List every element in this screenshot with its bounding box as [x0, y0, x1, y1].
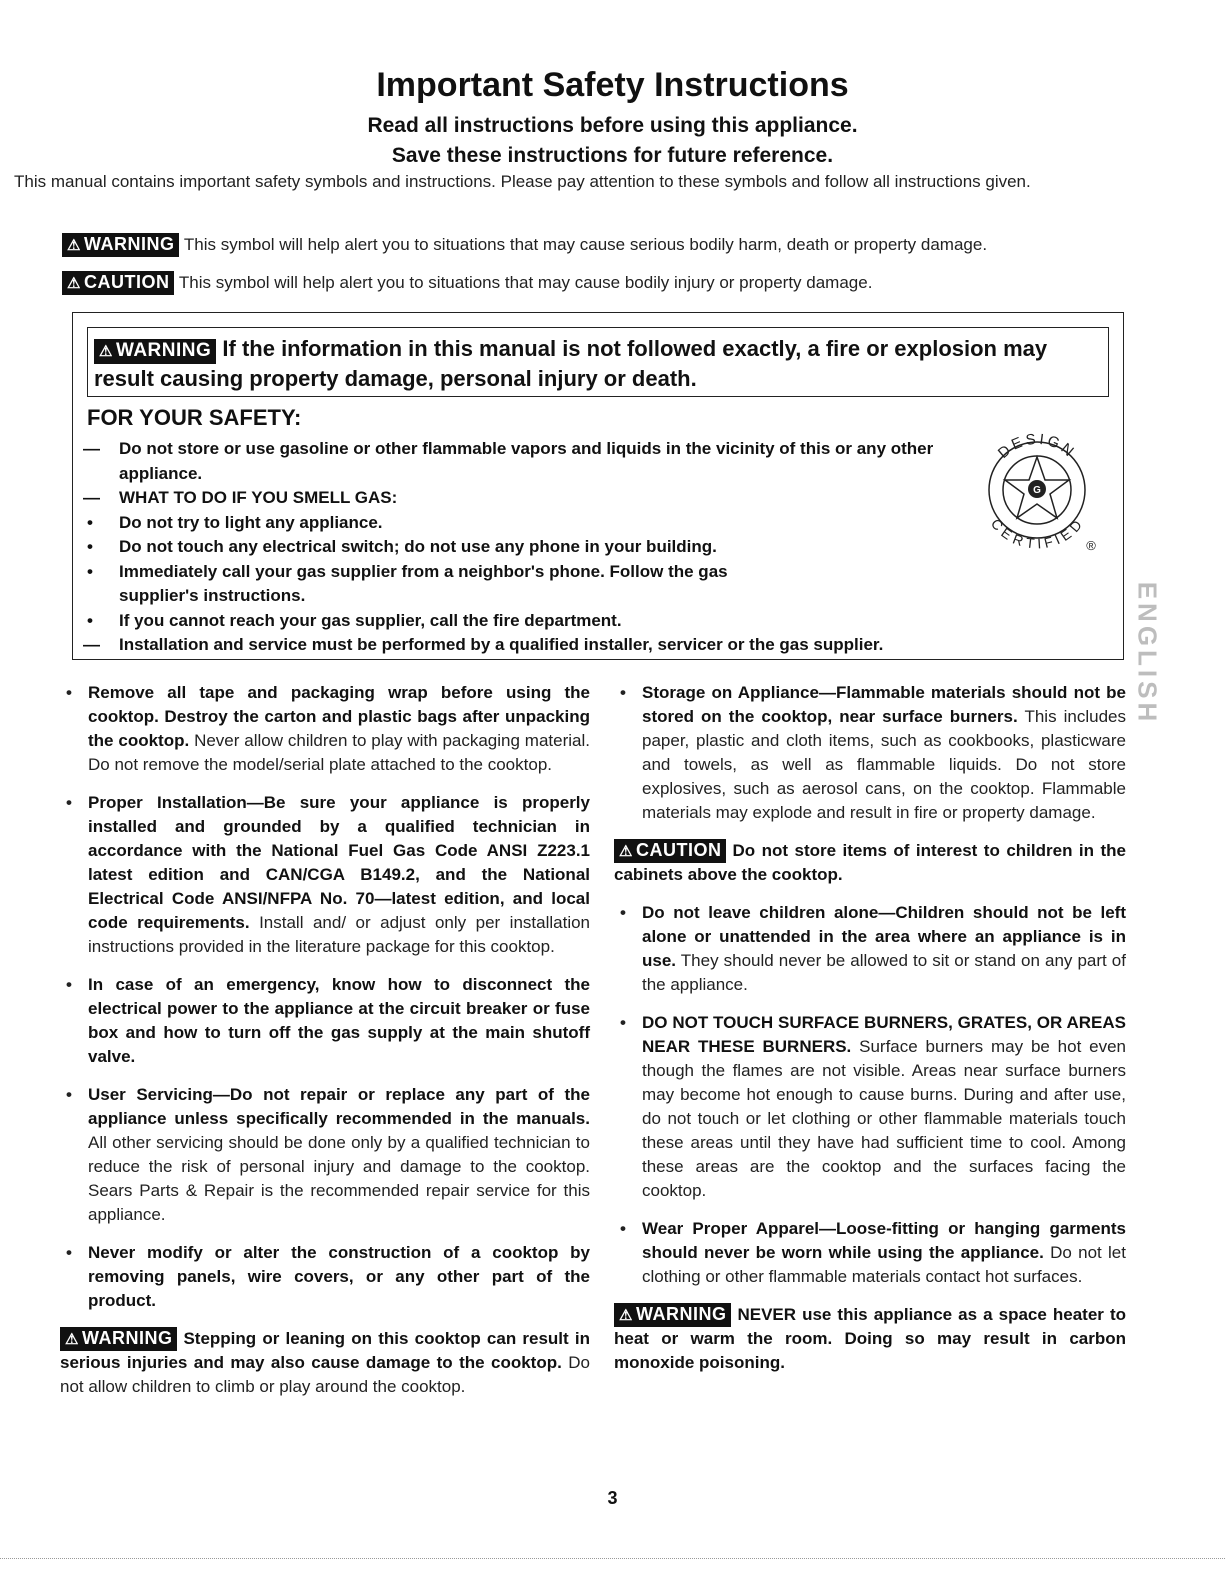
warning-badge: ⚠ WARNING	[614, 1303, 731, 1327]
for-your-safety-list	[83, 437, 963, 658]
list-item: • Wear Proper Apparel—Loose-fitting or hanging garments should never be worn while using the appliance. Do not let clothing or other flammable materials contact hot surfaces.	[620, 1219, 1126, 1286]
list-item: — WHAT TO DO IF YOU SMELL GAS:	[83, 488, 398, 507]
warning-triangle-icon: ⚠	[619, 843, 633, 860]
warning-triangle-icon: ⚠	[619, 1307, 633, 1324]
gas-safety-box	[72, 312, 1124, 660]
list-item: • Proper Installation—Be sure your appliance is properly installed and grounded by a qualified technician in accordance with the National Fuel Gas Code ANSI Z223.1 latest edition and CAN/CGA B149.2, and the National Electrical Code ANSI/NFPA No. 70—latest edition, and local code requirements. Install and/ or adjust only per installation instructions provided in the literature package for this cooktop.	[66, 793, 591, 956]
list-item: • If you cannot reach your gas supplier, call the fire department.	[87, 610, 622, 630]
warning-badge: ⚠ WARNING	[60, 1327, 177, 1351]
warning-triangle-icon: ⚠	[67, 237, 81, 254]
subtitle-save-instructions: Save these instructions for future reference.	[391, 144, 834, 167]
list-item: — Installation and service must be performed by a qualified installer, servicer or the gas supplier.	[83, 635, 884, 654]
list-item: • Storage on Appliance—Flammable materials should not be stored on the cooktop, near surface burners. This includes paper, plastic and cloth items, such as cookbooks, plasticware and towels, as well as flammable liquids. Do not store explosives, such as aerosol cans, on the cooktop. Flammable materials may explode and result in fire or property damage.	[620, 683, 1126, 822]
subtitle-read-instructions: Read all instructions before using this appliance.	[367, 114, 858, 137]
list-item: • Do not try to light any appliance.	[87, 512, 383, 532]
list-item: • Never modify or alter the construction of a cooktop by removing panels, wire covers, or any other part of the product.	[66, 1243, 590, 1310]
warning-symbol-explanation	[62, 233, 1162, 257]
right-column	[614, 681, 1126, 1389]
fire-explosion-warning-text: If the information in this manual is not followed exactly, a fire or explosion may result causing property damage, personal injury or death.	[94, 336, 1048, 391]
list-item: • Remove all tape and packaging wrap before using the cooktop. Destroy the carton and plastic bags after unpacking the cooktop. Never allow children to play with packaging material. Do not remove the model/serial plate attached to the cooktop.	[66, 683, 590, 774]
caution-badge: ⚠ CAUTION	[62, 271, 174, 295]
logo-top-text: DESIGN	[994, 430, 1080, 462]
warning-symbol-text: This symbol will help alert you to situations that may cause serious bodily harm, death or property damage.	[183, 235, 988, 254]
logo-bottom-text: CERTIFIED	[987, 515, 1087, 552]
list-item: • Do not touch any electrical switch; do not use any phone in your building.	[87, 537, 717, 556]
registered-mark: ®	[1086, 538, 1096, 552]
space-heater-warning-notice: ⚠ WARNING NEVER use this appliance as a space heater to heat or warm the room. Doing so may result in carbon monoxide poisoning.	[614, 1304, 1126, 1372]
for-your-safety-heading: FOR YOUR SAFETY:	[87, 405, 302, 430]
intro-paragraph: This manual contains important safety symbols and instructions. Please pay attention to these symbols and follow all instructions given.	[14, 172, 1031, 191]
list-item: — Do not store or use gasoline or other flammable vapors and liquids in the vicinity of this or any other appliance.	[83, 439, 934, 483]
warning-triangle-icon: ⚠	[99, 343, 113, 360]
warning-badge: ⚠ WARNING	[62, 233, 179, 257]
list-item: • Do not leave children alone—Children should not be left alone or unattended in the area where an appliance is in use. They should never be allowed to sit or stand on any part of the appliance.	[620, 903, 1126, 994]
caution-symbol-explanation	[62, 271, 1162, 295]
caution-symbol-text: This symbol will help alert you to situations that may cause bodily injury or property damage.	[178, 273, 873, 292]
list-item: • User Servicing—Do not repair or replace any part of the appliance unless specifically recommended in the manuals. All other servicing should be done only by a qualified technician to reduce the risk of personal injury and damage to the cooktop. Sears Parts & Repair is the recommended repair service for this appliance.	[66, 1085, 590, 1224]
left-column	[60, 681, 590, 1413]
children-caution-notice: ⚠ CAUTION Do not store items of interest to children in the cabinets above the cooktop.	[614, 840, 1126, 884]
list-item: • DO NOT TOUCH SURFACE BURNERS, GRATES, OR AREAS NEAR THESE BURNERS. Surface burners may be hot even though the flames are not visible. Areas near surface burners may become hot enough to cause burns. During and after use, do not touch or let clothing or other flammable materials touch these areas until they have had sufficient time to cool. Among these areas are the cooktop and the surfaces facing the cooktop.	[620, 1013, 1126, 1200]
fire-explosion-warning	[87, 327, 1109, 397]
caution-badge: ⚠ CAUTION	[614, 839, 726, 863]
design-certified-logo	[977, 426, 1097, 552]
page-title: Important Safety Instructions	[376, 66, 849, 104]
logo-center-text: G	[1033, 485, 1041, 496]
stepping-warning-notice: ⚠ WARNING Stepping or leaning on this cooktop can result in serious injuries and may also cause damage to the cooktop. Do not allow children to climb or play around the cooktop.	[60, 1328, 590, 1396]
list-item: • Immediately call your gas supplier from a neighbor's phone. Follow the gas supplier's instructions.	[87, 561, 728, 605]
page-number: 3	[607, 1488, 618, 1508]
warning-triangle-icon: ⚠	[67, 275, 81, 292]
language-side-tab: ENGLISH	[1132, 581, 1163, 726]
warning-badge: ⚠ WARNING	[94, 339, 216, 364]
warning-triangle-icon: ⚠	[65, 1331, 79, 1348]
list-item: • In case of an emergency, know how to disconnect the electrical power to the appliance at the circuit breaker or fuse box and how to turn off the gas supply at the main shutoff valve.	[66, 975, 590, 1066]
footer-rule	[0, 1558, 1225, 1559]
